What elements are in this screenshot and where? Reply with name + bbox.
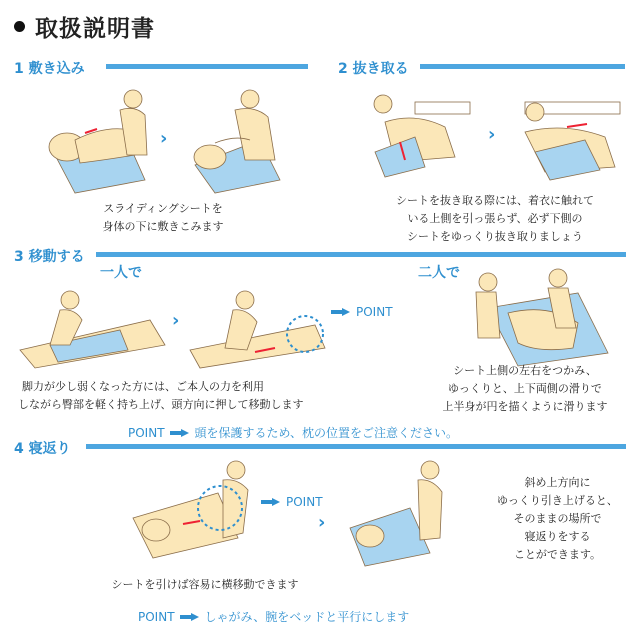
illustration-spread-sheet-2: [180, 85, 300, 195]
illustration-pull-out-2: [505, 82, 630, 192]
section-1-heading: 1 敷き込み: [14, 61, 85, 77]
section-3-bar: [96, 252, 626, 257]
section-4-caption-right: [480, 474, 635, 564]
caption-line: ゆっくりと、上下両側の滑りで: [448, 382, 602, 395]
page-title: [14, 10, 155, 43]
chevron-right-icon: ›: [172, 310, 180, 331]
illustration-move-solo-1: [10, 290, 170, 370]
pointing-hand-icon: [330, 306, 352, 318]
bullet-icon: [14, 21, 25, 32]
section-1-caption: [78, 200, 248, 236]
caption-line: 上半身が円を描くように滑ります: [442, 400, 608, 413]
point-label: POINT: [128, 425, 165, 440]
section-4-bar: [86, 444, 626, 449]
chevron-right-icon: ›: [488, 124, 496, 145]
caption-line: ゆっくり引き上げると、: [497, 494, 618, 507]
caption-line: しながら臀部を軽く持ち上げ、頭方向に押して移動します: [18, 398, 304, 411]
illustration-roll-over-2: [340, 458, 460, 568]
point-note-text: しゃがみ、腕をベッドと平行にします: [204, 610, 410, 624]
caption-line: 斜め上方向に: [524, 476, 591, 489]
caption-line: シート上側の左右をつかみ、: [453, 364, 597, 377]
point-marker-roll: [256, 495, 323, 509]
caption-line: 身体の下に敷きこみます: [102, 220, 224, 233]
illustration-pull-out-1: [345, 82, 475, 192]
point-note-section-4: [138, 608, 409, 625]
caption-line: シートをゆっくり抜き取りましょう: [407, 230, 583, 243]
section-3-caption-solo: [18, 378, 304, 414]
subheading-pair: 二人で: [418, 265, 460, 281]
section-3-caption-pair: [420, 362, 630, 416]
point-note-section-3: [128, 424, 458, 441]
section-4-heading: 4 寝返り: [14, 441, 71, 457]
illustration-move-solo-2: [185, 290, 330, 370]
section-2-bar: [420, 64, 625, 69]
point-label: POINT: [286, 495, 323, 509]
caption-line: ことができます。: [513, 548, 602, 561]
pointing-hand-icon: [169, 427, 191, 439]
section-3-heading: 3 移動する: [14, 249, 85, 265]
section-4-caption-left: シートを引けば容易に横移動できます: [111, 578, 299, 591]
caption-line: そのままの場所で: [513, 512, 602, 525]
point-note-text: 頭を保護するため、枕の位置をご注意ください。: [194, 426, 459, 440]
point-label: POINT: [138, 609, 175, 624]
chevron-right-icon: ›: [318, 512, 326, 533]
illustration-roll-over-1: [128, 458, 278, 563]
chevron-right-icon: ›: [160, 128, 168, 149]
illustration-spread-sheet-1: [35, 85, 155, 195]
point-marker-move: [326, 305, 393, 319]
section-1-bar: [106, 64, 308, 69]
caption-line: 脚力が少し弱くなった方には、ご本人の力を利用: [22, 380, 264, 393]
section-2-caption: [365, 192, 625, 246]
caption-line: 寝返りをする: [524, 530, 591, 543]
caption-line: いる上側を引っ張らず、必ず下側の: [407, 212, 583, 225]
pointing-hand-icon: [260, 496, 282, 508]
caption-line: シートを抜き取る際には、着衣に触れて: [396, 194, 594, 207]
subheading-solo: 一人で: [100, 265, 142, 281]
illustration-move-pair: [468, 268, 623, 368]
page-title-text: 取扱説明書: [35, 16, 155, 42]
point-label: POINT: [356, 305, 393, 319]
section-2-heading: 2 抜き取る: [338, 61, 409, 77]
caption-line: スライディングシートを: [103, 202, 223, 215]
pointing-hand-icon: [179, 611, 201, 623]
